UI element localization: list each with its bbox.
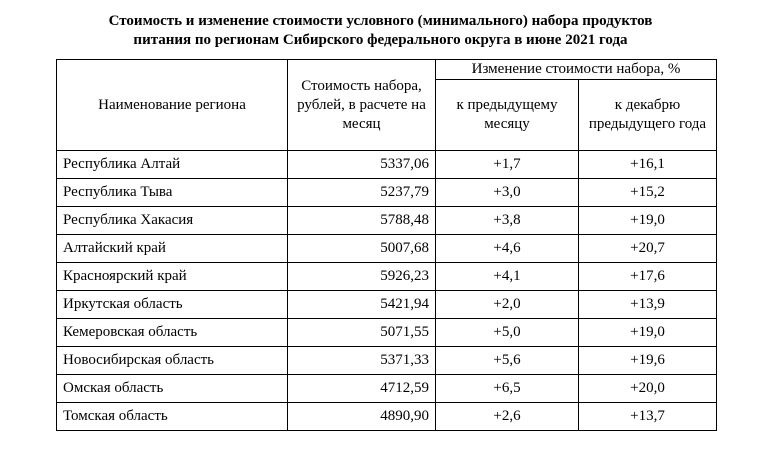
prev-december-cell: +19,0 bbox=[579, 207, 717, 235]
region-cell: Алтайский край bbox=[57, 235, 288, 263]
table-row bbox=[57, 291, 717, 319]
header-region: Наименование региона bbox=[57, 60, 288, 151]
cost-cell: 5926,23 bbox=[288, 263, 436, 291]
table-row bbox=[57, 375, 717, 403]
region-cell: Кемеровская область bbox=[57, 319, 288, 347]
region-cell: Республика Алтай bbox=[57, 151, 288, 179]
table-row bbox=[57, 319, 717, 347]
prev-december-cell: +17,6 bbox=[579, 263, 717, 291]
cost-cell: 5421,94 bbox=[288, 291, 436, 319]
prev-month-cell: +5,0 bbox=[436, 319, 579, 347]
prev-month-cell: +2,0 bbox=[436, 291, 579, 319]
regions-table bbox=[56, 59, 717, 431]
prev-december-cell: +13,9 bbox=[579, 291, 717, 319]
region-cell: Республика Тыва bbox=[57, 179, 288, 207]
prev-december-cell: +19,0 bbox=[579, 319, 717, 347]
table-row bbox=[57, 235, 717, 263]
prev-december-cell: +16,1 bbox=[579, 151, 717, 179]
prev-month-cell: +4,6 bbox=[436, 235, 579, 263]
prev-month-cell: +3,8 bbox=[436, 207, 579, 235]
prev-december-cell: +19,6 bbox=[579, 347, 717, 375]
cost-cell: 5237,79 bbox=[288, 179, 436, 207]
title-line-2: питания по регионам Сибирского федерального округа в июне 2021 года bbox=[133, 32, 628, 48]
prev-december-cell: +20,7 bbox=[579, 235, 717, 263]
region-cell: Новосибирская область bbox=[57, 347, 288, 375]
prev-month-cell: +1,7 bbox=[436, 151, 579, 179]
cost-cell: 5788,48 bbox=[288, 207, 436, 235]
prev-month-cell: +6,5 bbox=[436, 375, 579, 403]
table-row bbox=[57, 207, 717, 235]
prev-december-cell: +20,0 bbox=[579, 375, 717, 403]
table-header bbox=[57, 60, 717, 151]
region-cell: Иркутская область bbox=[57, 291, 288, 319]
header-prev-month: к предыдущему месяцу bbox=[436, 80, 579, 151]
prev-month-cell: +4,1 bbox=[436, 263, 579, 291]
prev-month-cell: +3,0 bbox=[436, 179, 579, 207]
region-cell: Омская область bbox=[57, 375, 288, 403]
cost-cell: 5337,06 bbox=[288, 151, 436, 179]
prev-month-cell: +2,6 bbox=[436, 403, 579, 431]
region-cell: Томская область bbox=[57, 403, 288, 431]
region-cell: Красноярский край bbox=[57, 263, 288, 291]
prev-december-cell: +13,7 bbox=[579, 403, 717, 431]
table-body bbox=[57, 151, 717, 431]
cost-cell: 5371,33 bbox=[288, 347, 436, 375]
title-line-1: Стоимость и изменение стоимости условного (минимального) набора продуктов bbox=[108, 13, 653, 29]
table-row bbox=[57, 347, 717, 375]
cost-cell: 5071,55 bbox=[288, 319, 436, 347]
cost-cell: 4712,59 bbox=[288, 375, 436, 403]
table-row bbox=[57, 151, 717, 179]
header-cost: Стоимость набора, рублей, в расчете на месяц bbox=[288, 60, 436, 151]
page-title bbox=[0, 12, 761, 50]
table-row bbox=[57, 179, 717, 207]
header-change-group: Изменение стоимости набора, % bbox=[436, 60, 717, 80]
header-prev-december: к декабрю предыдущего года bbox=[579, 80, 717, 151]
table-row bbox=[57, 263, 717, 291]
prev-month-cell: +5,6 bbox=[436, 347, 579, 375]
prev-december-cell: +15,2 bbox=[579, 179, 717, 207]
cost-cell: 5007,68 bbox=[288, 235, 436, 263]
table-row bbox=[57, 403, 717, 431]
region-cell: Республика Хакасия bbox=[57, 207, 288, 235]
cost-cell: 4890,90 bbox=[288, 403, 436, 431]
